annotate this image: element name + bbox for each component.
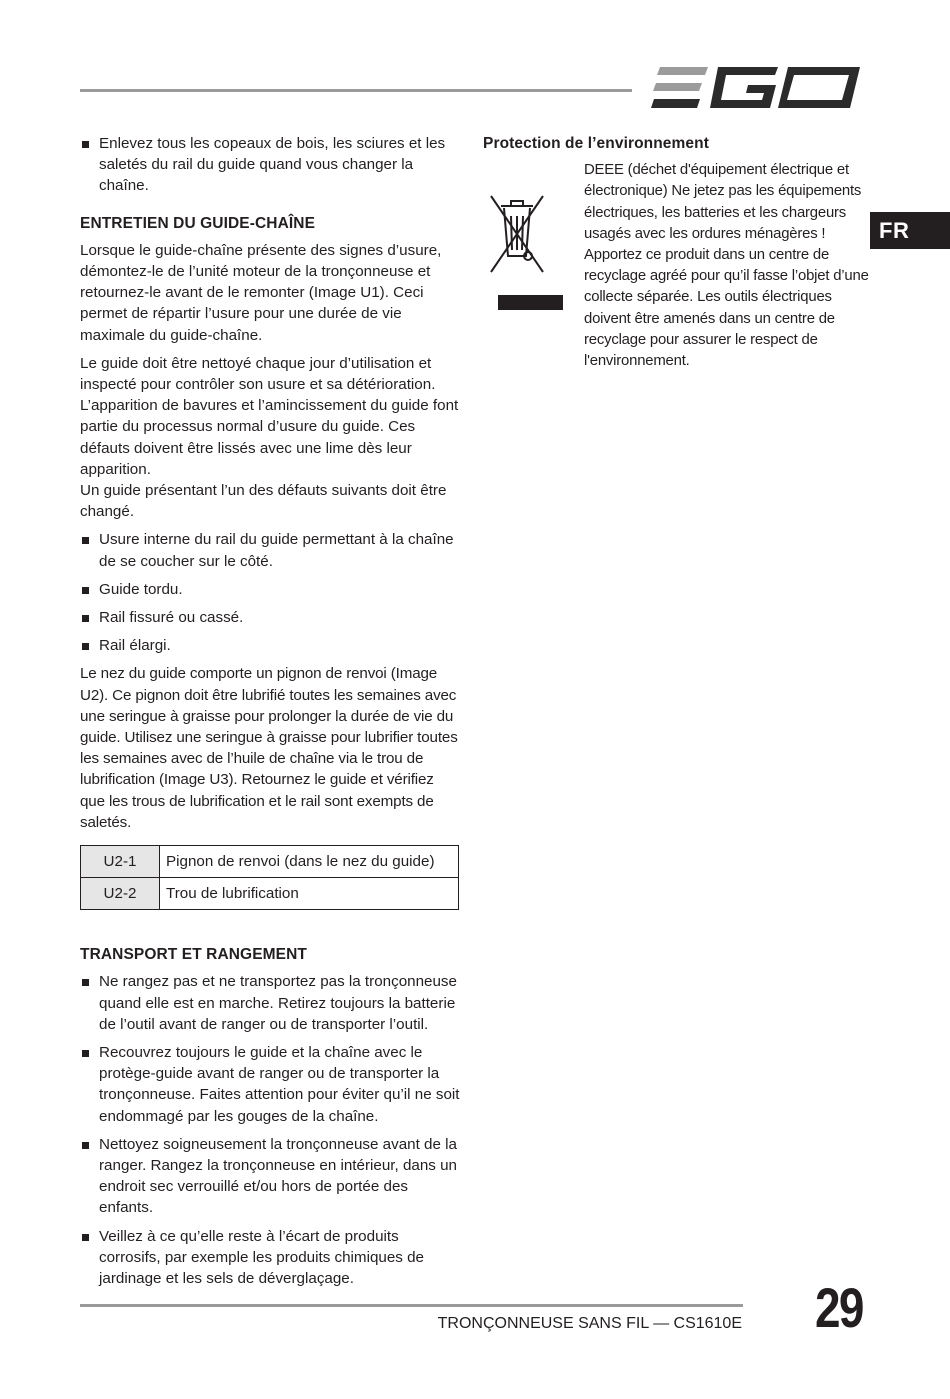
table-row [81, 846, 459, 878]
right-column [483, 133, 873, 372]
table-row [81, 878, 459, 910]
paragraph-guide-replace: Un guide présentant l’un des défauts suivants doit être changé. [80, 482, 447, 521]
table-label-cell: Trou de lubrification [160, 878, 459, 910]
weee-bar [498, 295, 563, 310]
paragraph-sprocket-lubrication: Le nez du guide comporte un pignon de renvoi (Image U2). Ce pignon doit être lubrifié toutes les semaines avec une seringue à graisse pour prolonger la durée de vie du guide. Utilisez une seringue à graisse pour lubrifier toutes les semaines avec de l’huile de chaîne via le trou de lubrification (Image U3). Retournez le guide et vérifiez que les trous de lubrification et le rail sont exempts de saletés. [80, 665, 458, 831]
heading-guide-maintenance: ENTRETIEN DU GUIDE-CHAÎNE [80, 214, 316, 232]
transport-item: Recouvrez toujours le guide et la chaîne avec le protège-guide avant de ranger ou de transporter la tronçonneuse. Faites attention pour éviter qu’il ne soit endommagé par les gouges de la chaîne. [80, 1042, 462, 1127]
paragraph-guide-cleaning: Le guide doit être nettoyé chaque jour d’utilisation et inspecté pour contrôler son usure et sa détérioration. L’apparition de bavures et l’amincissement du guide font partie du processus normal d’usure du guide. Ces défauts doivent être lissés avec une lime dès leur apparition. [80, 354, 459, 478]
header-rule [80, 89, 632, 92]
heading-transport-storage: TRANSPORT ET RANGEMENT [80, 946, 307, 964]
defect-item: Usure interne du rail du guide permettant à la chaîne de se coucher sur le côté. [80, 529, 462, 571]
environment-text: DEEE (déchet d'équipement électrique et électronique) Ne jetez pas les équipements électriques, les batteries et les chargeurs usagés avec les ordures ménagères ! Apportez ce produit dans un centre de recyclage agréé pour qu’il fasse l’objet d’une collecte séparée. Les outils électriques doivent être amenés dans un centre de recyclage pour assurer le respect de l'environnement. [584, 162, 869, 370]
defect-item: Rail élargi. [80, 635, 462, 656]
defect-item: Rail fissuré ou cassé. [80, 607, 462, 628]
language-tab: FR [870, 212, 950, 249]
page-number: 29 [815, 1276, 863, 1339]
footer-rule [80, 1304, 743, 1307]
ego-logo [650, 64, 862, 112]
paragraph-guide-wear: Lorsque le guide-chaîne présente des signes d’usure, démontez-le de l’unité moteur de la tronçonneuse et retournez-le avant de le remonter (Image U1). Ceci permet de répartir l’usure pour une durée de vie maximale du guide-chaîne. [80, 241, 442, 344]
footer-title: TRONÇONNEUSE SANS FIL — CS1610E [437, 1315, 742, 1332]
transport-item: Veillez à ce qu’elle reste à l’écart de produits corrosifs, par exemple les produits chimiques de jardinage et les sels de déverglaçage. [80, 1226, 462, 1290]
table-label-cell: Pignon de renvoi (dans le nez du guide) [160, 846, 459, 878]
reference-table [80, 845, 459, 910]
table-code-cell: U2-1 [81, 846, 160, 878]
environment-section [483, 160, 873, 372]
transport-item: Nettoyez soigneusement la tronçonneuse avant de la ranger. Rangez la tronçonneuse en intérieur, dans un endroit sec verrouillé et/ou hors de portée des enfants. [80, 1134, 462, 1219]
defect-item: Guide tordu. [80, 579, 462, 600]
bullet-intro: Enlevez tous les copeaux de bois, les sciures et les saletés du rail du guide quand vous changer la chaîne. [80, 133, 462, 197]
left-column [80, 133, 462, 1296]
crossed-bin-icon [489, 194, 545, 274]
transport-item: Ne rangez pas et ne transportez pas la tronçonneuse quand elle est en marche. Retirez toujours la batterie de l’outil avant de ranger ou de transporter l’outil. [80, 971, 462, 1035]
table-code-cell: U2-2 [81, 878, 160, 910]
heading-environment: Protection de l’environnement [483, 135, 709, 152]
